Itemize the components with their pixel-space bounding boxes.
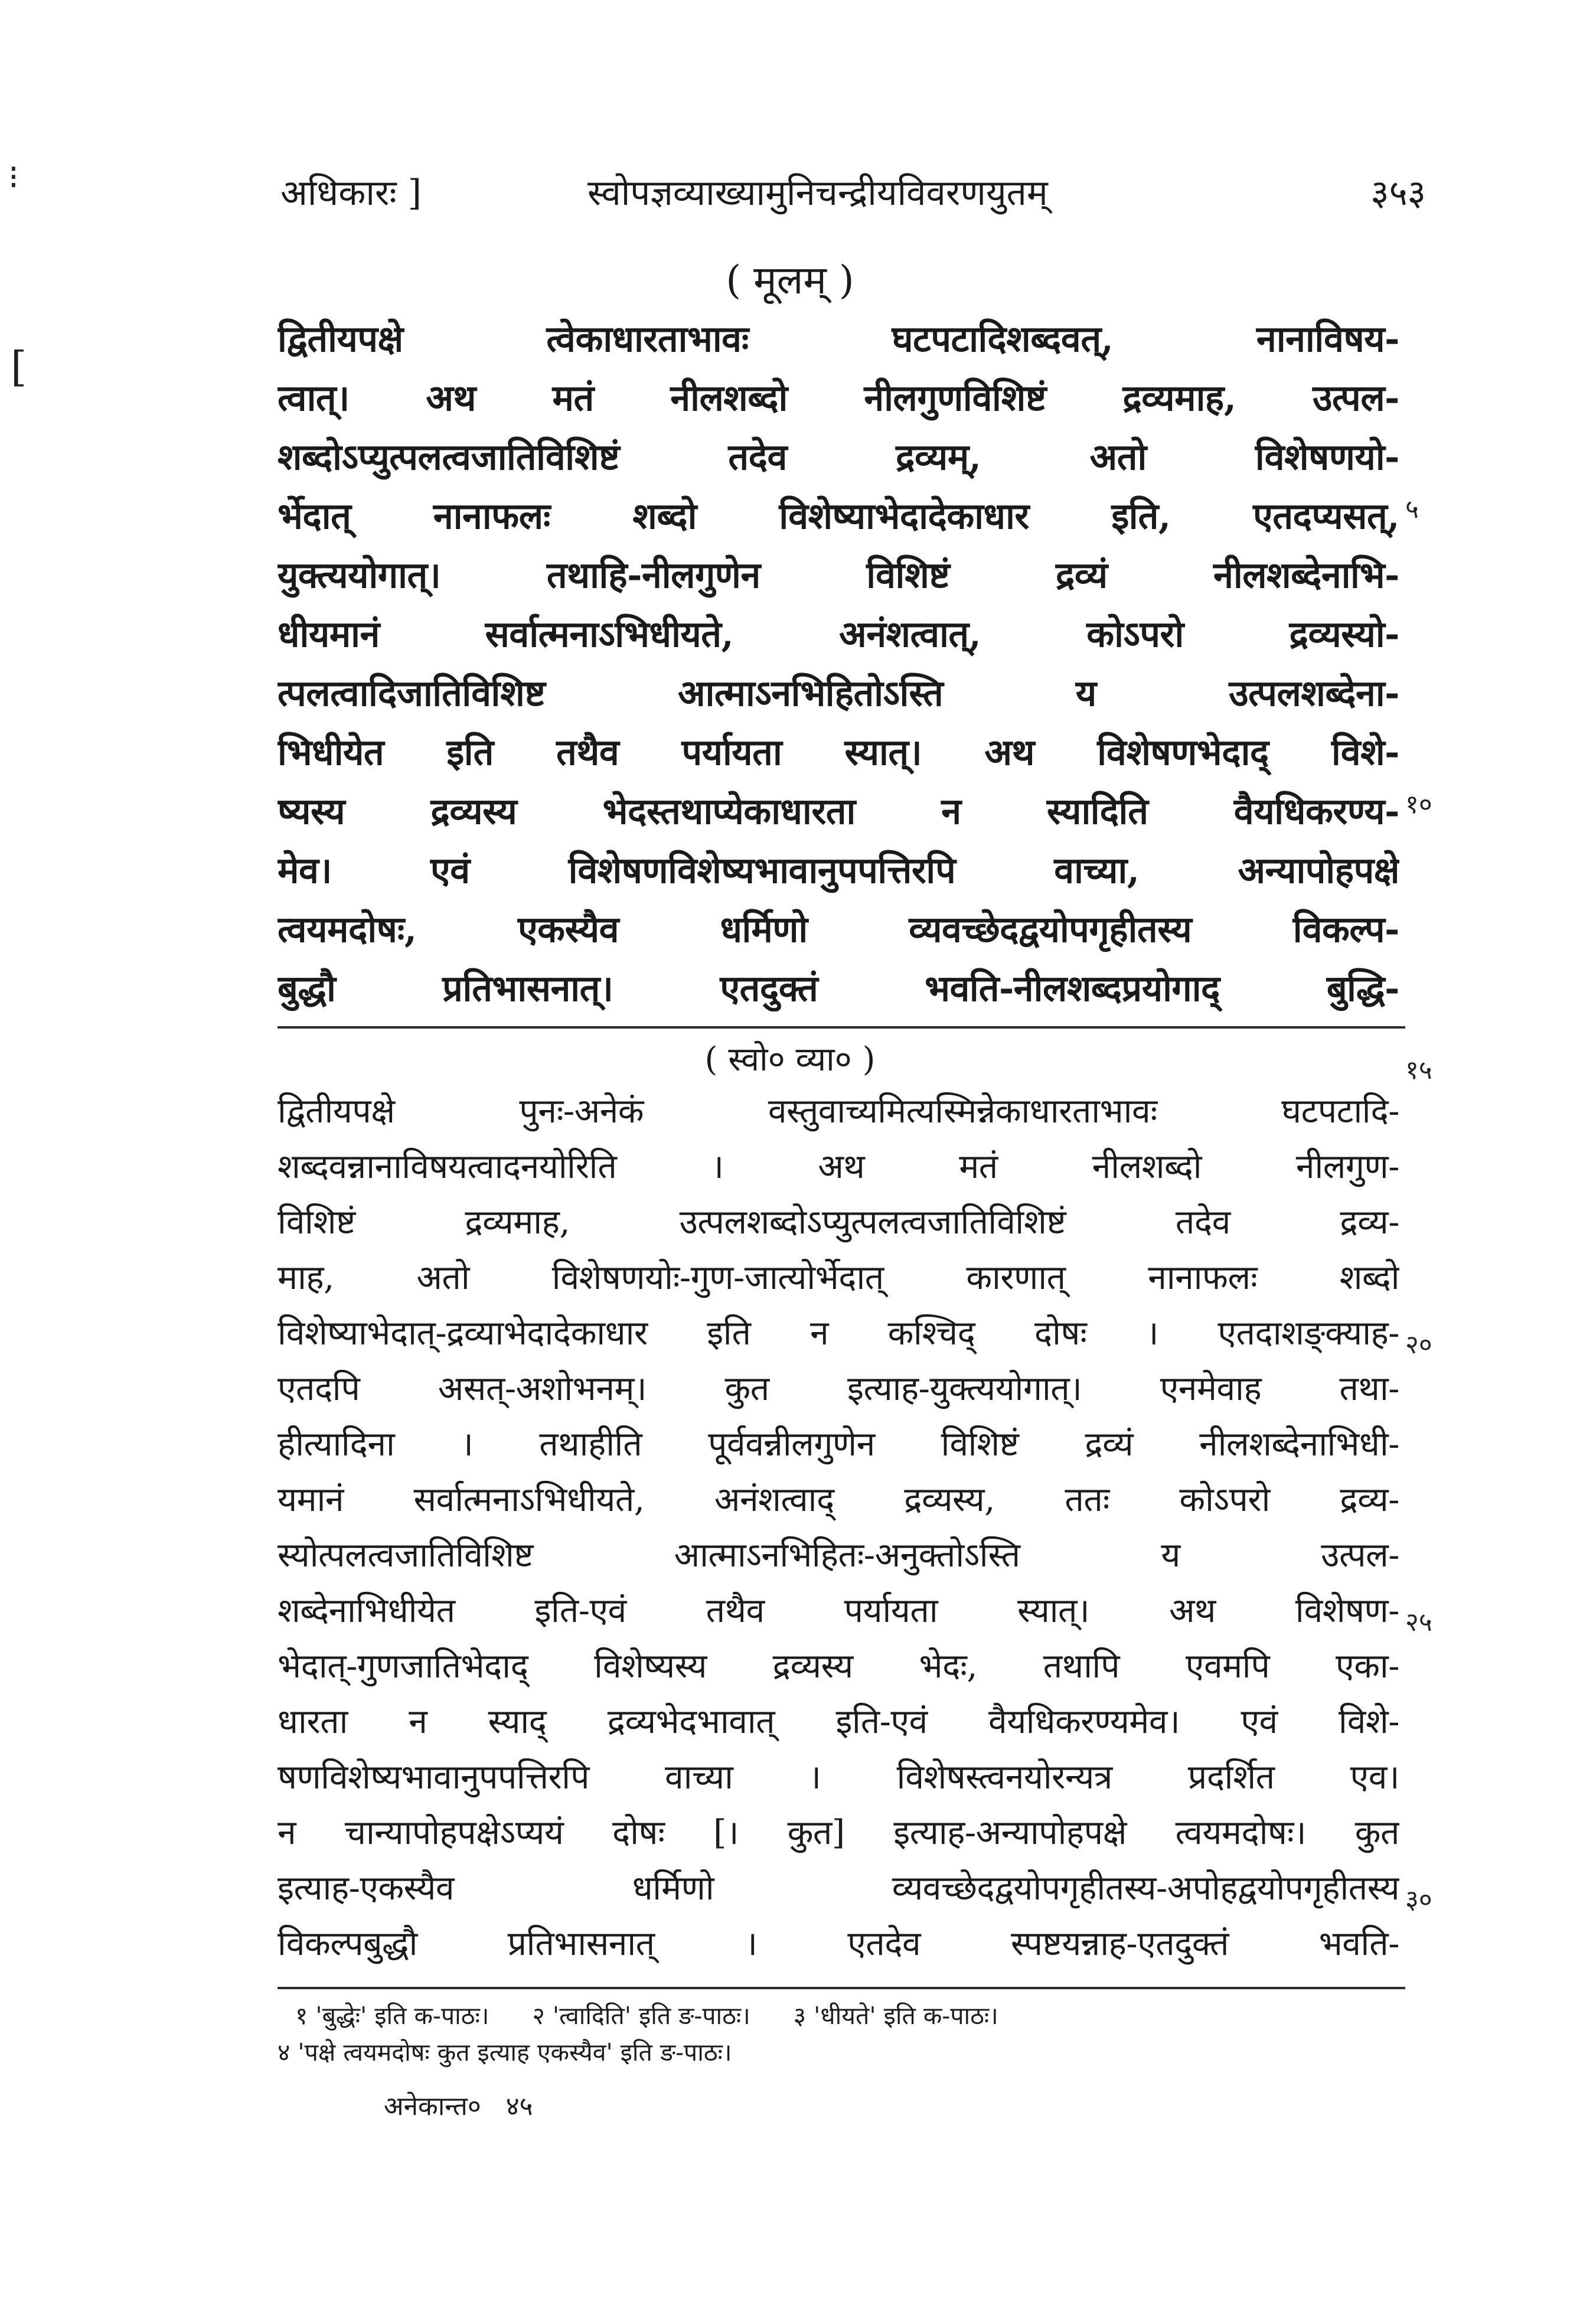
commentary-line: स्योत्पलत्वजातिविशिष्ट आत्माऽनभिहितः-अनुक्तोऽस्ति य उत्पल- — [278, 1536, 1399, 1575]
mula-line: द्वितीयपक्षे त्वेकाधारताभावः घटपटादिशब्दवत्, नानाविषय- — [278, 318, 1399, 360]
commentary-line: यमानं सर्वात्मनाऽभिधीयते, अनंशत्वाद् द्रव्यस्य, ततः कोऽपरो द्रव्य- — [278, 1480, 1399, 1519]
header-title: स्वोपज्ञव्याख्यामुनिचन्द्रीयविवरणयुतम् — [587, 172, 1048, 214]
mula-line: धीयमानं सर्वात्मनाऽभिधीयते, अनंशत्वात्, कोऽपरो द्रव्यस्यो- — [278, 613, 1399, 655]
signature-label: अनेकान्त० — [384, 2091, 481, 2121]
commentary-line: इत्याह-एकस्यैव धर्मिणो व्यवच्छेदद्वयोपगृहीतस्य-अपोहद्वयोपगृहीतस्य — [278, 1869, 1399, 1908]
mula-line: भिधीयेत इति तथैव पर्यायता स्यात्। अथ विशेषणभेदाद् विशे- — [278, 732, 1399, 773]
footnote-line — [295, 1999, 998, 2032]
mula-line: त्वात्। अथ मतं नीलशब्दो नीलगुणविशिष्टं द्रव्यमाह, उत्पल- — [278, 377, 1399, 419]
mula-line: त्पलत्वादिजातिविशिष्ट आत्माऽनभिहितोऽस्ति य उत्पलशब्देना- — [278, 673, 1399, 714]
footnote-rule — [278, 1987, 1405, 1989]
footnote: ३ 'धीयते' इति क-पाठः। — [793, 2002, 998, 2030]
footnote: ४ 'पक्षे त्वयमदोषः कुत इत्याह एकस्यैव' इति ङ-पाठः। — [278, 2038, 732, 2067]
mula-line: र्भेदात् नानाफलः शब्दो विशेष्याभेदादेकाधार इति, एतदप्यसत्, — [278, 495, 1399, 537]
margin-mark: ⁝ — [8, 158, 19, 197]
page-number: ३५३ — [1370, 172, 1426, 214]
printer-signature — [384, 2087, 550, 2123]
commentary-line: विकल्पबुद्धौ प्रतिभासनात् । एतदेव स्पष्टयन्नाह-एतदुक्तं भवति- — [278, 1924, 1399, 1963]
mula-line: ष्यस्य द्रव्यस्य भेदस्तथाप्येकाधारता न स्यादिति वैयधिकरण्य- — [278, 791, 1399, 833]
mula-line: मेव। एवं विशेषणविशेष्यभावानुपपत्तिरपि वाच्या, अन्यापोहपक्षे — [278, 850, 1399, 892]
commentary-line: भेदात्-गुणजातिभेदाद् विशेष्यस्य द्रव्यस्य भेदः, तथापि एवमपि एका- — [278, 1647, 1399, 1686]
line-number: २५ — [1405, 1607, 1432, 1637]
commentary-heading: ( स्वो० व्या० ) — [704, 1040, 876, 1079]
commentary-line: द्वितीयपक्षे पुनः-अनेकं वस्तुवाच्यमित्यस्मिन्नेकाधारताभावः घटपटादि- — [278, 1092, 1399, 1131]
mula-line: युक्त्ययोगात्। तथाहि-नीलगुणेन विशिष्टं द्रव्यं नीलशब्देनाभि- — [278, 554, 1399, 596]
commentary-line: हीत्यादिना । तथाहीति पूर्ववन्नीलगुणेन विशिष्टं द्रव्यं नीलशब्देनाभिधी- — [278, 1425, 1399, 1464]
footnote: २ 'त्वादिति' इति ङ-पाठः। — [532, 2002, 750, 2030]
margin-bracket: [ — [11, 342, 27, 391]
commentary-line: विशेष्याभेदात्-द्रव्याभेदादेकाधार इति न कश्चिद् दोषः । एतदाशङ्क्याह- — [278, 1314, 1399, 1353]
commentary-line: शब्देनाभिधीयेत इति-एवं तथैव पर्यायता स्यात्। अथ विशेषण- — [278, 1591, 1399, 1630]
footnote-line — [278, 2035, 732, 2068]
header-chapter: अधिकारः ] — [280, 172, 422, 214]
line-number: ३० — [1405, 1885, 1432, 1915]
commentary-line: विशिष्टं द्रव्यमाह, उत्पलशब्दोऽप्युत्पलत्वजातिविशिष्टं तदेव द्रव्य- — [278, 1203, 1399, 1242]
mula-heading: ( मूलम् ) — [726, 257, 854, 303]
commentary-line: शब्दवन्नानाविषयत्वादनयोरिति । अथ मतं नीलशब्दो नीलगुण- — [278, 1147, 1399, 1186]
commentary-line: एतदपि असत्-अशोभनम्। कुत इत्याह-युक्त्ययोगात्। एनमेवाह तथा- — [278, 1369, 1399, 1408]
line-number: ५ — [1405, 494, 1419, 524]
line-number: १५ — [1405, 1055, 1432, 1085]
commentary-line: न चान्यापोहपक्षेऽप्ययं दोषः [। कुत] इत्याह-अन्यापोहपक्षे त्वयमदोषः। कुत — [278, 1813, 1399, 1852]
divider-rule — [278, 1026, 1405, 1029]
commentary-line: षणविशेष्यभावानुपपत्तिरपि वाच्या । विशेषस्त्वनयोरन्यत्र प्रदर्शित एव। — [278, 1758, 1399, 1797]
mula-line: शब्दोऽप्युत्पलत्वजातिविशिष्टं तदेव द्रव्यम्, अतो विशेषणयो- — [278, 436, 1399, 478]
line-number: १० — [1405, 789, 1432, 820]
signature-number: ४५ — [505, 2091, 533, 2121]
footnote: १ 'बुद्धेः' इति क-पाठः। — [295, 2002, 489, 2030]
running-header — [280, 167, 1426, 220]
commentary-line: धारता न स्याद् द्रव्यभेदभावात् इति-एवं वैयधिकरण्यमेव। एवं विशे- — [278, 1702, 1399, 1741]
mula-line: बुद्धौ प्रतिभासनात्। एतदुक्तं भवति-नीलशब्दप्रयोगाद् बुद्धि- — [278, 968, 1399, 1010]
mula-line: त्वयमदोषः, एकस्यैव धर्मिणो व्यवच्छेदद्वयोपगृहीतस्य विकल्प- — [278, 909, 1399, 951]
line-number: २० — [1405, 1330, 1432, 1360]
commentary-line: माह, अतो विशेषणयोः-गुण-जात्योर्भेदात् कारणात् नानाफलः शब्दो — [278, 1258, 1399, 1297]
